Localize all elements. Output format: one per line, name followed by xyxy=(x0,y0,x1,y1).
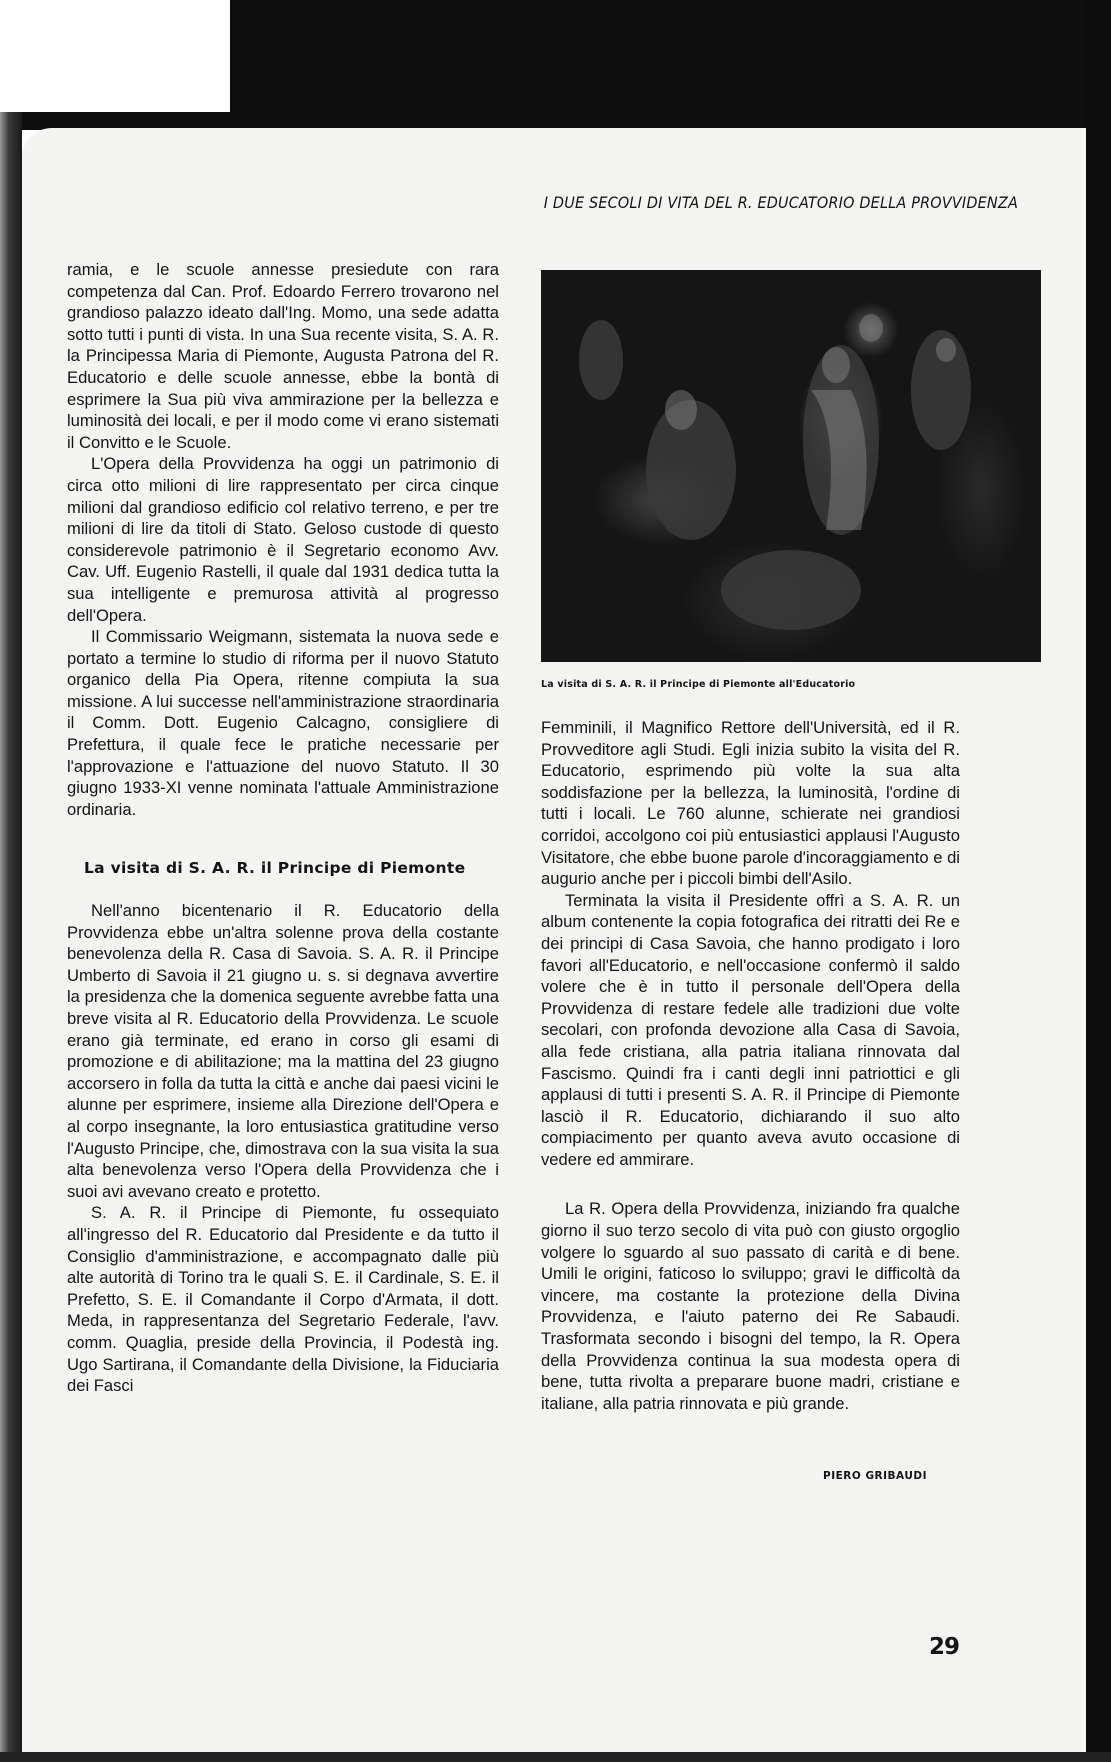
scan-light-corner xyxy=(0,0,230,112)
photograph-scene xyxy=(541,270,1041,662)
paragraph: L'Opera della Provvidenza ha oggi un patrimonio di circa otto milioni di lire rappresentato per circa cinque milioni dal grandioso edificio col relativo terreno, e per tre milioni di lire da titoli di Stato. Geloso custode di questo considerevole patrimonio è il Segretario economo Avv. Cav. Uff. Eugenio Rastelli, il quale dal 1931 dedica tutta la sua intelligente e premurosa attività al progresso dell'Opera. xyxy=(67,454,499,625)
paragraph-gap xyxy=(541,1170,960,1198)
scan-dark-border-right xyxy=(1086,0,1111,1762)
paragraph: S. A. R. il Principe di Piemonte, fu ossequiato all'ingresso del R. Educatorio dal Presidente e da tutto il Consiglio d'amministrazione, e accompagnato dalle più alte autorità di Torino tra le quali S. E. il Cardinale, S. E. il Prefetto, S. E. il Comandante il Corpo d'Armata, il dott. Meda, in rappresentanza del Segretario Federale, l'avv. comm. Quaglia, preside della Provincia, il Podestà ing. Ugo Sartirana, il Comandante della Divisione, la Fiduciaria dei Fasci xyxy=(67,1203,499,1396)
paragraph: ramia, e le scuole annesse presiedute con rara competenza dal Can. Prof. Edoardo Ferrero trovarono nel grandioso palazzo ideato dall'Ing. Momo, una sede adatta sotto tutti i punti di vista. In una Sua recente visita, S. A. R. la Principessa Maria di Piemonte, Augusta Patrona del R. Educatorio e delle scuole annesse, ebbe la bontà di esprimere la Sua più viva ammirazione per la bellezza e luminosità dei locali, e per il modo come vi erano sistemati il Convitto e le Scuole. xyxy=(67,260,499,452)
photo-caption: La visita di S. A. R. il Principe di Piemonte all'Educatorio xyxy=(541,679,856,690)
page-number: 29 xyxy=(929,1634,960,1660)
right-text-column xyxy=(541,717,960,1414)
scan-dark-border-bottom xyxy=(0,1752,1111,1762)
photograph xyxy=(541,270,1041,662)
paragraph: Nell'anno bicentenario il R. Educatorio della Provvidenza ebbe un'altra solenne prova della costante benevolenza della R. Casa di Savoia. S. A. R. il Principe Umberto di Savoia il 21 giugno u. s. si degnava avvertire la presidenza che la domenica seguente avrebbe fatta una breve visita al R. Educatorio della Provvidenza. Le scuole erano già terminate, ed erano in corso gli esami di promozione e di abilitazione; ma la mattina del 23 giugno accorsero in folla da tutta la città e anche dai paesi vicini le alunne per esprimere, insieme alla Direzione dell'Opera e al corpo insegnante, la loro entusiastica gratitudine verso l'Augusto Principe, che, dimostrava con la sua visita la sua alta benevolenza verso l'Opera della Provvidenza che i suoi avi avevano creato e protetto. xyxy=(67,901,499,1201)
author-signature: PIERO GRIBAUDI xyxy=(823,1470,928,1482)
paragraph: Terminata la visita il Presidente offrì a S. A. R. un album contenente la copia fotografica dei ritratti dei Re e dei principi di Casa Savoia, che hanno prodigato i loro favori all'Educatorio, e nell'occasione confermò il saldo volere che è in tutto il personale dell'Opera della Provvidenza di restare fedele alle tradizioni due volte secolari, con profonda devozione alla Casa di Savoia, alla fede cristiana, alla patria italiana rinnovata dal Fascismo. Quindi fra i canti degli inni patriottici e gli applausi di tutti i presenti S. A. R. il Principe di Piemonte lasciò il R. Educatorio, dichiarando il suo alto compiacimento per quanto aveva avuto occasione di vedere ed ammirare. xyxy=(541,890,960,1169)
section-heading: La visita di S. A. R. il Principe di Piemonte xyxy=(84,859,466,878)
left-text-column xyxy=(67,259,499,1397)
running-head: I DUE SECOLI DI VITA DEL R. EDUCATORIO DELLA PROVVIDENZA xyxy=(543,193,1018,212)
paragraph: La R. Opera della Provvidenza, iniziando fra qualche giorno il suo terzo secolo di vita può con giusto orgoglio volgere lo sguardo al suo passato di carità e di bene. Umili le origini, faticoso lo sviluppo; gravi le difficoltà da vincere, ma costante la protezione della Divina Provvidenza, e l'aiuto paterno dei Re Sabaudi. Trasformata secondo i bisogni del tempo, la R. Opera della Provvidenza continua la sua modesta opera di bene, tutta rivolta a preparare buone madri, cristiane e italiane, alla patria rinnovata e più grande. xyxy=(541,1199,960,1413)
paragraph: Femminili, il Magnifico Rettore dell'Università, ed il R. Provveditore agli Studi. Egli inizia subito la visita del R. Educatorio, esprimendo più volte la sua alta soddisfazione per la bellezza, la luminosità, l'ordine di tutti i locali. Le 760 alunne, schierate nei grandiosi corridoi, accolgono coi più entusiastici applausi l'Augusto Visitatore, che ebbe buone parole d'incoraggiamento e di augurio anche per i piccoli bimbi dell'Asilo. xyxy=(541,718,960,889)
scan-dark-border-left xyxy=(0,112,22,1762)
paragraph: Il Commissario Weigmann, sistemata la nuova sede e portato a termine lo studio di riforma per il nuovo Statuto organico della Pia Opera, ritenne compiuta la sua missione. A lui successe nell'amministrazione straordinaria il Comm. Dott. Eugenio Calcagno, consigliere di Prefettura, il quale fece le pratiche necessarie per l'approvazione e l'attuazione del nuovo Statuto. Il 30 giugno 1933-XI venne nominata l'attuale Amministrazione ordinaria. xyxy=(67,627,499,819)
